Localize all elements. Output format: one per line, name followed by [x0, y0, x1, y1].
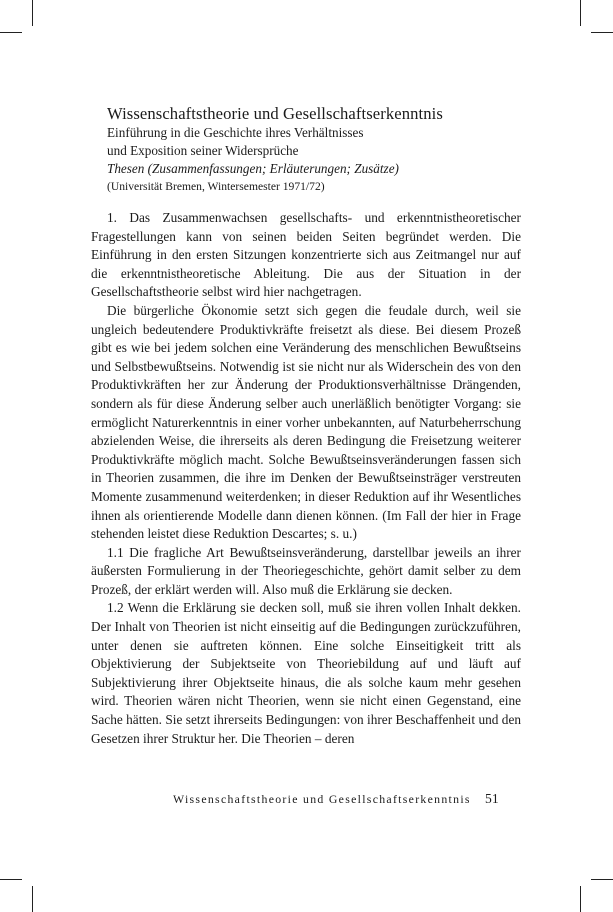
paragraph: Die bürgerliche Ökonomie setzt sich gegen die feudale durch, weil sie ungleich bedeutendere Produktivkräfte freisetzt als diese. Bei diesem Prozeß gibt es wie bei jedem solchen eine Veränderung des menschlichen Bewußtseins und Selbstbewußtseins. Notwendig ist sie nicht nur als Widerschein des von den Produktivkräften her zur Änderung der Produktionsverhältnisse Drängenden, sondern als für diese Änderung selber auch unerläßlich benötigter Vorgang: sie ermöglicht Naturerkenntnis in einer vorher unbekannten, auf Naturbeherrschung abzielenden Weise, die ihrerseits als deren Bedingung die Freisetzung weiterer Produktivkräfte möglich macht. Solche Bewußtseinsveränderungen fassen sich in Theorien zusammen, die ihre im Denken der Bewußtseinsträger verstreuten Momente zusammenund weiterdenken; in dieser Reduktion auf ihr Wesentliches ihnen als orientierende Modelle dann dienen können. (Im Fall der hier in Frage stehenden leistet diese Reduktion Descartes; s. u.)	[91, 302, 521, 542]
crop-mark-bottom-left-vertical	[32, 886, 33, 912]
chapter-source-note: (Universität Bremen, Wintersemester 1971/72)	[107, 180, 325, 193]
page-number: 51	[485, 791, 499, 806]
crop-mark-top-left-vertical	[32, 0, 33, 26]
paragraph: 1.1 Die fragliche Art Bewußtseinsveränderung, darstellbar jeweils an ihrer äußersten Formulierung in der Theoriegeschichte, gehört damit selber zu dem Prozeß, der erklärt werden will. Also muß die Erklärung sie decken.	[91, 544, 521, 597]
crop-mark-bottom-right-horizontal	[591, 879, 613, 880]
chapter-subtitle-line-1: Einführung in die Geschichte ihres Verhältnisses	[107, 125, 364, 140]
book-page	[91, 0, 521, 912]
chapter-title: Wissenschaftstheorie und Gesellschaftserkenntnis	[107, 104, 443, 123]
crop-mark-top-right-vertical	[580, 0, 581, 26]
crop-mark-top-right-horizontal	[591, 32, 613, 33]
page-footer	[173, 791, 499, 807]
paragraph: 1. Das Zusammenwachsen gesellschafts- und erkenntnistheoretischer Fragestellungen kann von seinen beiden Seiten begründet werden. Die Einführung in den ersten Sitzungen konzentrierte sich aus Zeitmangel nur auf die erkenntnistheoretische Ableitung. Die aus der Situation in der Gesellschaftstheorie selbst wird hier nachgetragen.	[91, 210, 521, 300]
crop-mark-top-left-horizontal	[0, 32, 22, 33]
crop-mark-bottom-right-vertical	[580, 886, 581, 912]
chapter-subtitle-line-2: und Exposition seiner Widersprüche	[107, 143, 299, 158]
crop-mark-bottom-left-horizontal	[0, 879, 22, 880]
chapter-subtitle-italic: Thesen (Zusammenfassungen; Erläuterungen; Zusätze)	[107, 161, 399, 176]
body-text	[91, 209, 521, 748]
paragraph: 1.2 Wenn die Erklärung sie decken soll, muß sie ihren vollen Inhalt dekken. Der Inhalt von Theorien ist nicht einseitig auf die Bedingungen zurückzuführen, unter denen sie auftreten können. Eine solche Einseitigkeit tritt als Objektivierung der Subjektseite von Theoriebildung auf und läuft auf Subjektivierung ihrer Objektseite hinaus, die als solche kaum mehr gesehen wird. Theorien wären nicht Theorien, wenn sie nicht einen Gegenstand, eine Sache hätten. Sie setzt ihrerseits Bedingungen: von ihrer Beschaffenheit und den Gesetzen ihrer Struktur her. Die Theorien – deren	[91, 600, 521, 746]
running-title: Wissenschaftstheorie und Gesellschaftserkenntnis	[173, 792, 471, 806]
